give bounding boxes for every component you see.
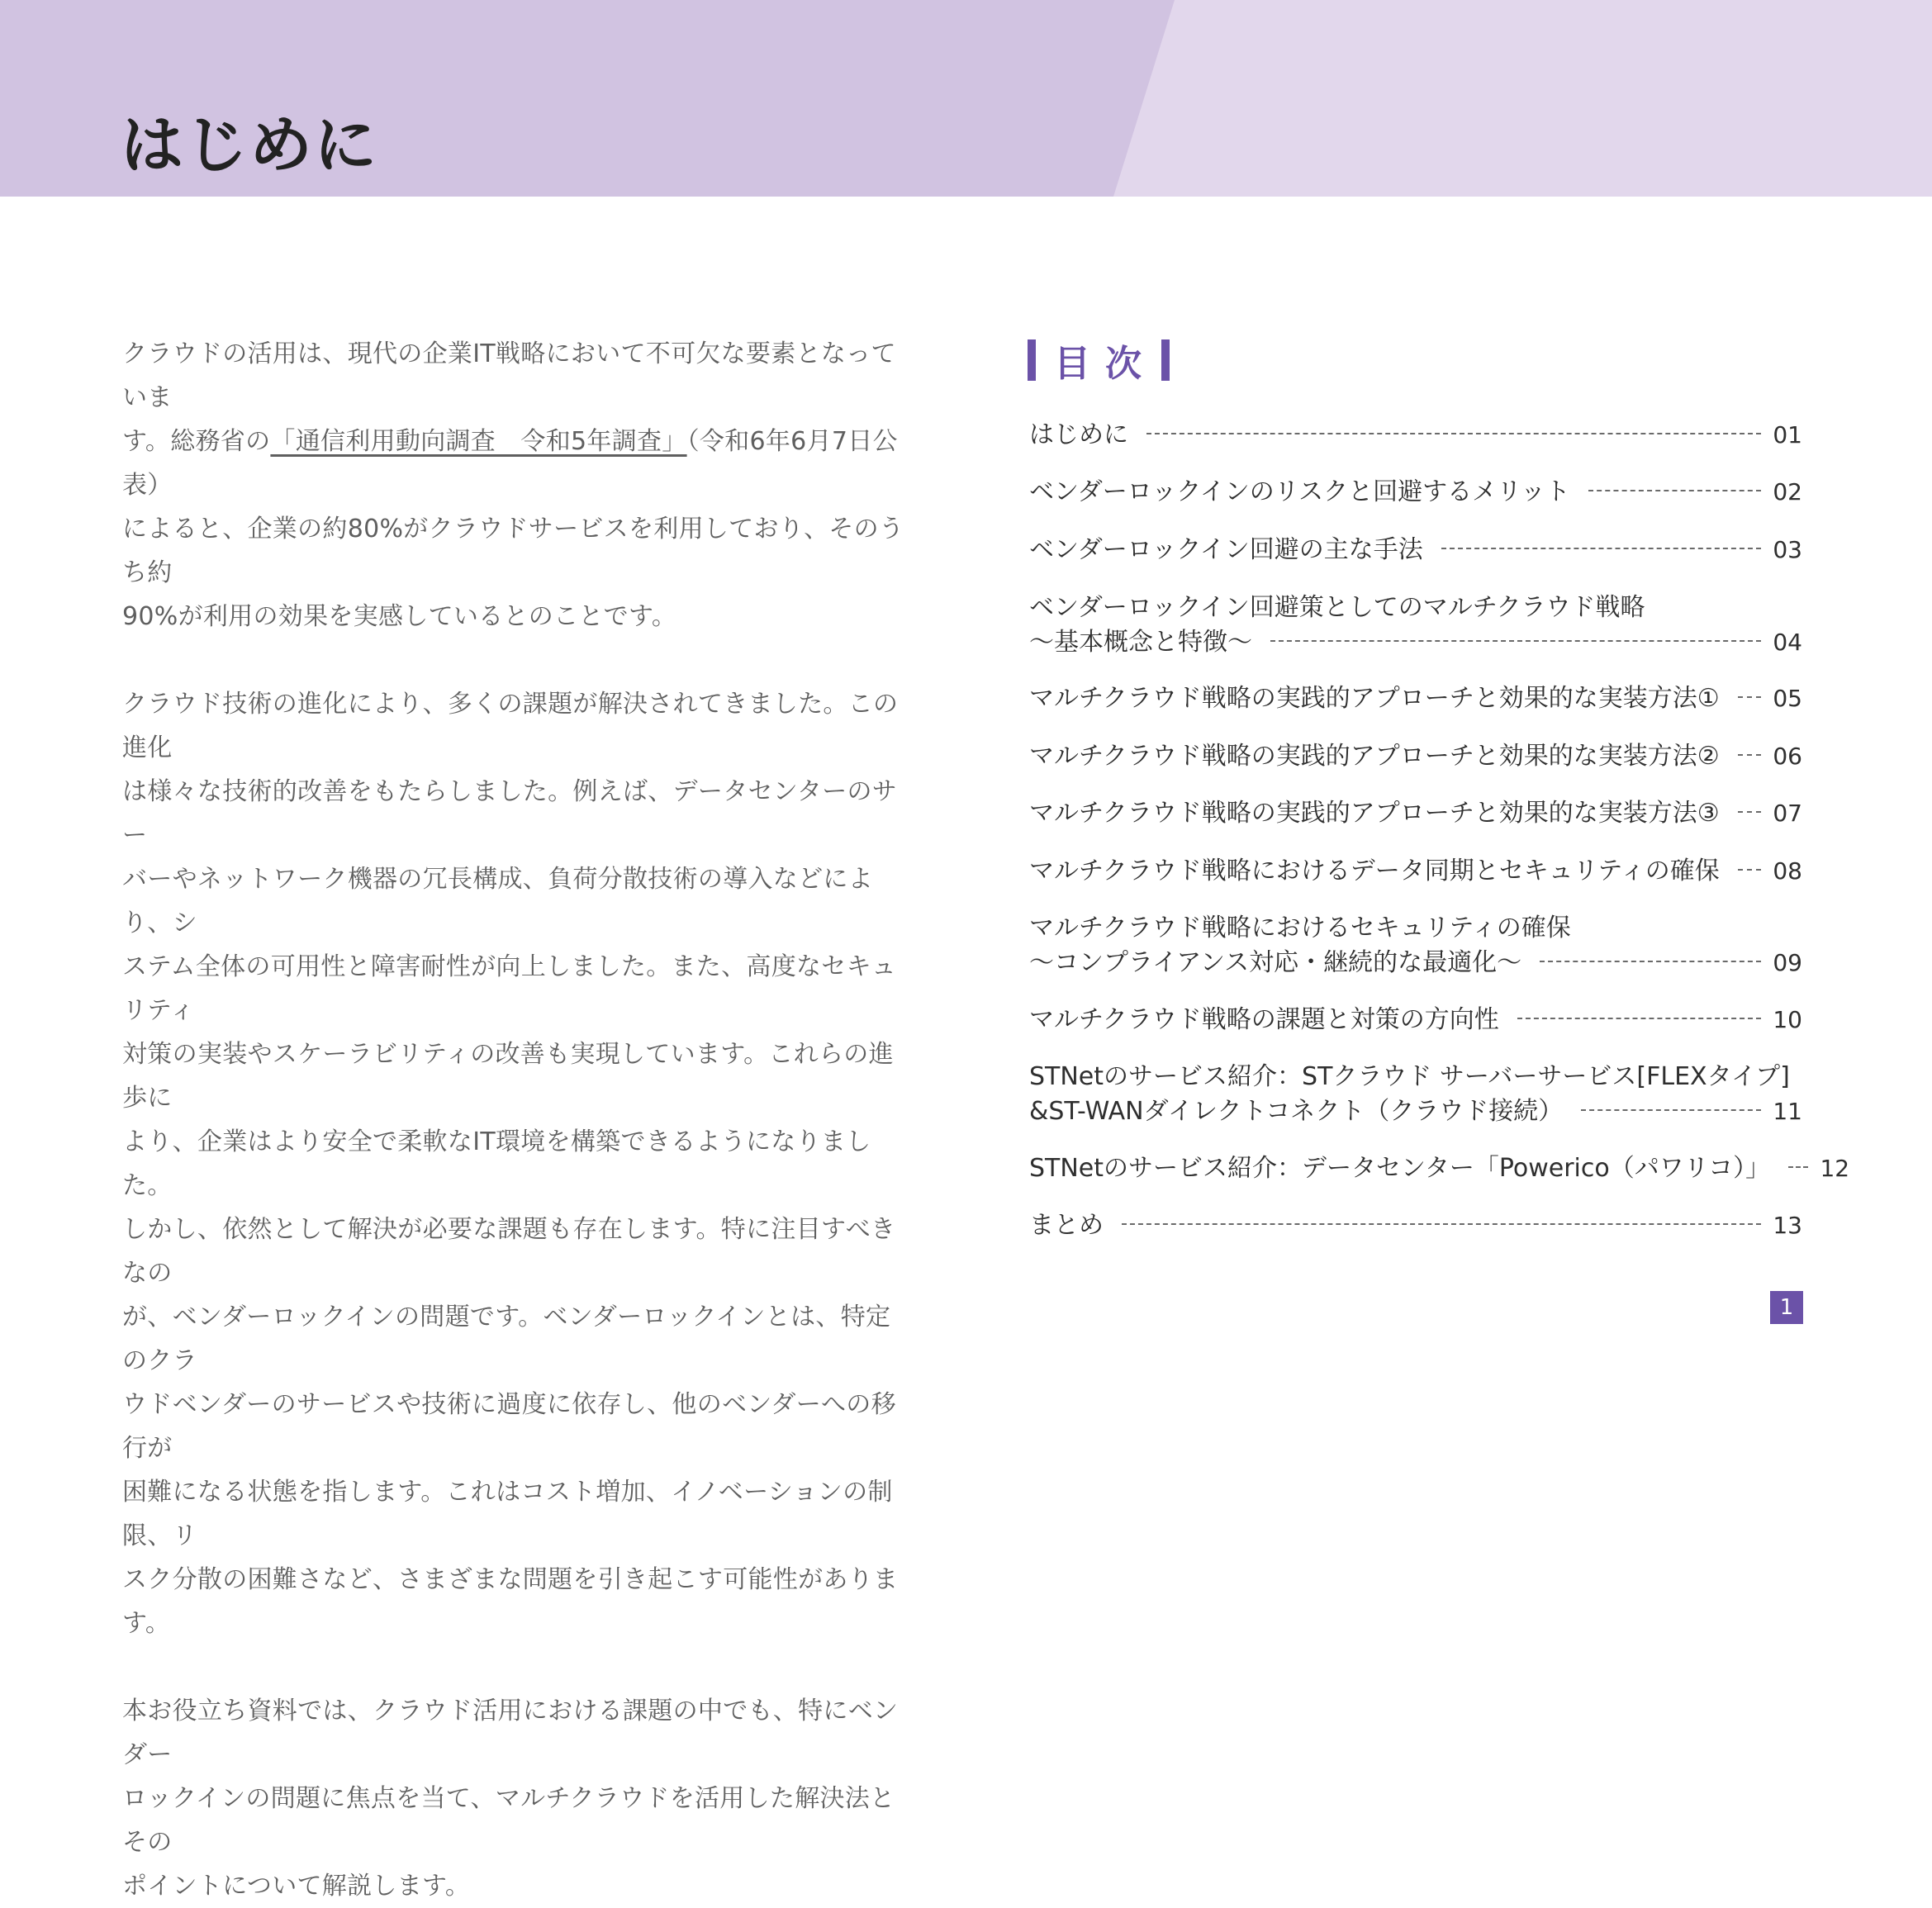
toc-item[interactable] — [1029, 1003, 1802, 1037]
toc-item-page: 07 — [1773, 800, 1802, 827]
intro-line: ロックインの問題に焦点を当て、マルチクラウドを活用した解決法とその — [122, 1784, 895, 1857]
paragraph-gap — [122, 1645, 907, 1689]
toc-leader — [1738, 754, 1761, 756]
intro-line: 対策の実装やスケーラビリティの改善も実現しています。これらの進歩に — [122, 1040, 894, 1113]
intro-line: は様々な技術的改善をもたらしました。例えば、データセンターのサー — [122, 777, 898, 850]
paragraph-gap — [122, 638, 907, 682]
toc-heading-bar-right — [1161, 339, 1170, 381]
page-number-badge: 1 — [1770, 1291, 1803, 1324]
intro-text-segment: す。総務省の — [122, 427, 271, 456]
toc-leader — [1738, 811, 1761, 813]
intro-line: 本お役立ち資料では、クラウド活用における課題の中でも、特にベンダー — [122, 1697, 899, 1769]
toc-item-title: ベンダーロックインのリスクと回避するメリット — [1029, 477, 1570, 506]
intro-line — [122, 420, 907, 507]
toc-item-page: 03 — [1773, 536, 1802, 563]
toc-item[interactable] — [1029, 911, 1802, 980]
intro-text-segment: （令和6年6月7日公表） — [122, 427, 898, 500]
toc-item-page: 04 — [1773, 629, 1802, 656]
intro-line: ウドベンダーのサービスや技術に過度に依存し、他のベンダーへの移行が — [122, 1390, 896, 1463]
intro-text — [122, 332, 907, 1908]
intro-line: クラウドの活用は、現代の企業IT戦略において不可欠な要素となっていま — [122, 339, 896, 412]
survey-reference: 「通信利用動向調査 令和5年調査」 — [270, 427, 687, 456]
toc-item[interactable] — [1029, 739, 1802, 774]
toc-item-title-line1: STNetのサービス紹介：STクラウド サーバーサービス[FLEXタイプ] — [1029, 1062, 1790, 1091]
toc-heading-text: 目次 — [1054, 343, 1156, 385]
toc-leader — [1441, 548, 1761, 549]
toc-leader — [1788, 1166, 1808, 1168]
intro-line: より、企業はより安全で柔軟なIT環境を構築できるようになりました。 — [122, 1127, 871, 1200]
intro-line: クラウド技術の進化により、多くの課題が解決されてきました。この進化 — [122, 690, 899, 762]
toc-item[interactable] — [1029, 854, 1802, 889]
toc-leader — [1738, 869, 1761, 871]
toc-item-title: マルチクラウド戦略の実践的アプローチと効果的な実装方法② — [1029, 742, 1720, 771]
toc-item[interactable] — [1029, 1060, 1802, 1129]
toc-leader — [1581, 1109, 1761, 1111]
intro-line: バーやネットワーク機器の冗長構成、負荷分散技術の導入などにより、シ — [122, 865, 873, 937]
toc-item-title-line1: マルチクラウド戦略におけるセキュリティの確保 — [1029, 914, 1571, 942]
toc-item-title: マルチクラウド戦略におけるデータ同期とセキュリティの確保 — [1029, 857, 1720, 885]
intro-line: 困難になる状態を指します。これはコスト増加、イノベーションの制限、リ — [122, 1478, 893, 1550]
intro-line: しかし、依然として解決が必要な課題も存在します。特に注目すべきなの — [122, 1215, 896, 1288]
toc-item[interactable] — [1029, 796, 1802, 831]
toc-item-title-line1: ベンダーロックイン回避策としてのマルチクラウド戦略 — [1029, 593, 1645, 622]
toc-leader — [1540, 961, 1761, 962]
toc-item-page: 08 — [1773, 857, 1802, 885]
toc-item-title: &ST-WANダイレクトコネクト（クラウド接続） — [1029, 1097, 1564, 1126]
toc-item-page: 05 — [1773, 685, 1802, 712]
intro-line: 90%が利用の効果を実感しているとのことです。 — [122, 602, 677, 631]
toc-heading — [1028, 339, 1170, 385]
toc-item[interactable] — [1029, 533, 1802, 567]
intro-line: ポイントについて解説します。 — [122, 1872, 471, 1901]
toc-item-title: STNetのサービス紹介：データセンター「Powerico（パワリコ）」 — [1029, 1154, 1771, 1183]
toc-item[interactable] — [1029, 681, 1802, 716]
toc-item-page: 02 — [1773, 478, 1802, 505]
intro-line: が、ベンダーロックインの問題です。ベンダーロックインとは、特定のクラ — [122, 1303, 891, 1375]
toc-item[interactable] — [1029, 1151, 1850, 1186]
toc-item[interactable] — [1029, 475, 1802, 510]
toc-heading-bar-left — [1028, 339, 1036, 381]
toc-leader — [1122, 1223, 1761, 1225]
toc-leader — [1146, 433, 1761, 434]
toc-item-page: 12 — [1820, 1155, 1850, 1182]
toc-item[interactable] — [1029, 418, 1802, 453]
toc-item-title: はじめに — [1029, 420, 1128, 449]
toc-item-title: ベンダーロックイン回避の主な手法 — [1029, 535, 1423, 564]
toc-item-title: マルチクラウド戦略の実践的アプローチと効果的な実装方法③ — [1029, 799, 1720, 828]
toc-leader — [1588, 490, 1761, 491]
toc-item-page: 10 — [1773, 1006, 1802, 1033]
intro-line: スク分散の困難さなど、さまざまな問題を引き起こす可能性があります。 — [122, 1565, 899, 1638]
toc-item-title: マルチクラウド戦略の課題と対策の方向性 — [1029, 1005, 1499, 1034]
toc-item-title: まとめ — [1029, 1211, 1104, 1240]
toc-item-page: 06 — [1773, 743, 1802, 770]
intro-line: ステム全体の可用性と障害耐性が向上しました。また、高度なセキュリティ — [122, 952, 897, 1025]
toc-leader — [1738, 696, 1761, 698]
toc-item[interactable] — [1029, 591, 1802, 660]
intro-line: によると、企業の約80%がクラウドサービスを利用しており、そのうち約 — [122, 515, 904, 587]
toc-leader — [1517, 1018, 1761, 1019]
toc-item-title: ～基本概念と特徴～ — [1029, 628, 1252, 657]
toc-item-page: 09 — [1773, 949, 1802, 976]
toc-item-page: 11 — [1773, 1098, 1802, 1125]
toc-item-title: マルチクラウド戦略の実践的アプローチと効果的な実装方法① — [1029, 684, 1720, 713]
toc-item-page: 01 — [1773, 421, 1802, 449]
toc-item-page: 13 — [1773, 1212, 1802, 1239]
page-title: はじめに — [121, 108, 378, 182]
toc-item-title: ～コンプライアンス対応・継続的な最適化～ — [1029, 948, 1522, 977]
toc-leader — [1270, 640, 1761, 642]
toc-item[interactable] — [1029, 1208, 1802, 1243]
